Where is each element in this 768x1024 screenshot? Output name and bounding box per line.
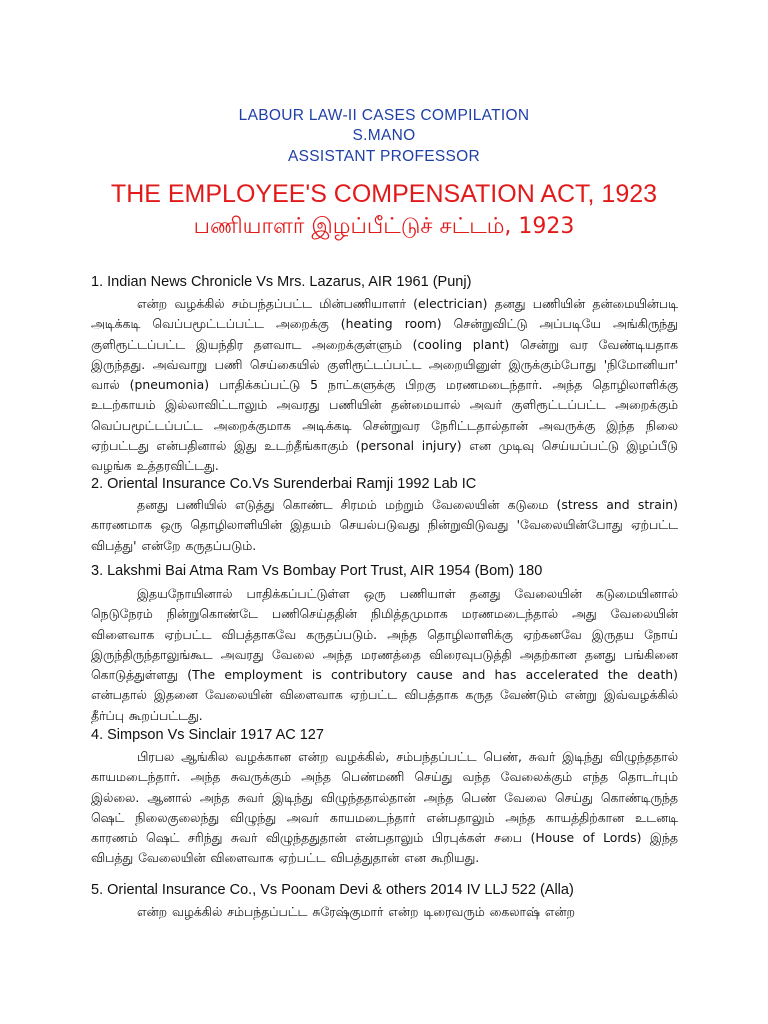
act-title-tamil: பணியாளர் இழப்பீட்டுச் சட்டம், 1923 [193, 214, 575, 239]
act-title-english: THE EMPLOYEE'S COMPENSATION ACT, 1923 [110, 180, 658, 208]
case-body: இதயநோயினால் பாதிக்கப்பட்டுள்ள ஒரு பணியாள் தனது வேலையின் கடுமையினால் நெடுநேரம் நின்றுகொண்டே பணிசெய்ததின் நிமித்தமுமாக மரணமடைந்தால் அது வேலையின் விளைவாக ஏற்பட்ட விபத்தாகவே கருதப்படும். அந்த தொழிலாளிக்கு ஏற்கனவே இருதய நோய் இருந்திருந்தாலுங்கூட அவரது வேலை அந்த மரணத்தை விரைவுபடுத்தி அதற்கான தனது பங்கினை கொடுத்துள்ளது (The employment is contributory cause and has accelerated the death) என்பதால் இதனை வேலையின் விளைவாக ஏற்பட்ட விபத்தாக கருத வேண்டும் என்று இவ்வழக்கில் தீர்ப்பு கூறப்பட்டது. [91, 586, 678, 723]
case-heading: 2. Oriental Insurance Co.Vs Surenderbai Ramji 1992 Lab IC [91, 476, 477, 492]
header-course-title: LABOUR LAW-II CASES COMPILATION [238, 107, 530, 124]
case-heading: 4. Simpson Vs Sinclair 1917 AC 127 [91, 727, 324, 743]
header-author-name: S.MANO [352, 127, 416, 144]
case-body: என்ற வழக்கில் சம்பந்தப்பட்ட சுரேஷ்குமார் என்ற டிரைவரும் கைலாஷ் என்ற [137, 904, 575, 919]
case-body: தனது பணியில் எடுத்து கொண்ட சிரமம் மற்றும் வேலையின் கடுமை (stress and strain) காரணமாக ஒரு தொழிலாளியின் இதயம் செயல்படுவது நின்றுவிடுவது 'வேலையின்போது ஏற்பட்ட விபத்து' என்றே கருதப்படும். [91, 497, 678, 553]
case-body: என்ற வழக்கில் சம்பந்தப்பட்ட மின்பணியாளர் (electrician) தனது பணியின் தன்மையின்படி அடிக்கடி வெப்பமூட்டப்பட்ட அறைக்கு (heating room) சென்றுவிட்டு அப்படியே அங்கிருந்து குளிரூட்டப்பட்ட இயந்திர தளவாட அறைக்குள்ளும் (cooling plant) சென்று வர வேண்டியதாக இருந்தது. அவ்வாறு பணி செய்கையில் குளிரூட்டப்பட்ட அறையினுள் இருக்கும்போது 'நிமோனியா' வால் (pneumonia) பாதிக்கப்பட்டு 5 நாட்களுக்கு பிறகு மரணமடைந்தார். அந்த தொழிலாளிக்கு உடற்காயம் இல்லாவிட்டாலும் அவரது பணியின் தன்மையால் அவர் குளிரூட்டப்பட்ட அறைக்கும் வெப்பமூட்டப்பட்ட அறைக்குமாக அடிக்கடி சென்றுவர நேரிட்டதால்தான் அவருக்கு இந்த நிலை ஏற்பட்டது என்பதினால் இது உடற்தீங்காகும் (personal injury) என முடிவு செய்யப்பட்டு இழப்பீடு வழங்க உத்தரவிட்டது. [91, 296, 678, 474]
case-body: பிரபல ஆங்கில வழக்கான என்ற வழக்கில், சம்பந்தப்பட்ட பெண், சுவர் இடிந்து விழுந்ததால் காயமடைந்தார். அந்த சுவருக்கும் அந்த பெண்மணி செய்து வந்த வேலைக்கும் எந்த தொடர்பும் இல்லை. ஆனால் அந்த சுவர் இடிந்து விழுந்ததால்தான் அந்த பெண் வேலை செய்து கொண்டிருந்த ஷெட் நிலைகுலைந்து விழுந்து அவர் காயமடைந்தார் என்பதாலும் அந்த காயத்திற்கான உடனடி காரணம் ஷெட் சரிந்து சுவர் விழுந்ததுதான் என்பதாலும் பிரபுக்கள் சபை (House of Lords) இந்த விபத்து வேலையின் விளைவாக ஏற்பட்ட விபத்துதான் என கூறியது. [91, 749, 678, 866]
case-heading: 1. Indian News Chronicle Vs Mrs. Lazarus, AIR 1961 (Punj) [91, 274, 472, 290]
header-author-designation: ASSISTANT PROFESSOR [287, 148, 481, 165]
case-heading: 5. Oriental Insurance Co., Vs Poonam Devi & others 2014 IV LLJ 522 (Alla) [91, 882, 574, 898]
case-heading: 3. Lakshmi Bai Atma Ram Vs Bombay Port Trust, AIR 1954 (Bom) 180 [91, 563, 543, 579]
